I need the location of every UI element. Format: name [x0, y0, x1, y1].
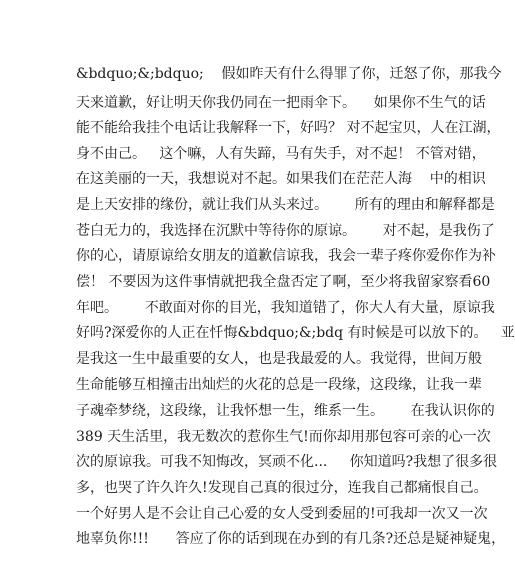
text-line: 多，也哭了许久许久!发现自己真的很过分，连我自己都痛恨自己。 — [76, 480, 488, 496]
text-line: 一个好男人是不会让自己心爱的女人受到委屈的!可我却一次又一次 — [76, 506, 488, 522]
text-line: 次的原谅我。可我不知悔改，冥顽不化... 你知道吗?我想了很多很 — [76, 454, 498, 470]
text-line: 389 天生活里，我无数次的惹你生气!而你却用那包容可亲的心一次 — [76, 429, 491, 445]
text-line: 地辜负你!!! 答应了你的话到现在办到的有几条?还总是疑神疑鬼， — [76, 531, 506, 547]
text-line: 是上天安排的缘份，就让我们从头来过。 所有的理由和解释都是 — [76, 197, 495, 213]
text-line: 你的心，请原谅给女朋友的道歉信谅我，我会一辈子疼你爱你作为补 — [76, 248, 496, 264]
text-line: 能不能给我挂个电话让我解释一下，好吗？ 对不起宝贝，人在江湖， — [76, 120, 501, 136]
text-line: 年吧。 不敢面对你的目光，我知道错了，你大人有大量，原谅我 — [76, 300, 495, 316]
text-line: 偿！ 不要因为这件事情就把我全盘否定了啊，至少将我留家察看60 — [76, 274, 491, 290]
text-line: 子魂牵梦绕，这段缘，让我怀想一生，维系一生。 在我认识你的 — [76, 403, 495, 419]
text-line: 是我这一生中最重要的女人，也是我最爱的人。我觉得，世间万般 — [76, 351, 482, 367]
text-line: 苍白无力的，我选择在沉默中等待你的原谅。 对不起，是我伤了 — [76, 223, 495, 239]
text-line: 生命能够互相撞击出灿烂的火花的总是一段缘，这段缘，让我一辈 — [76, 377, 482, 393]
text-line: 在这美丽的一天，我想说对不起。如果我们在茫茫人海 中的相识 — [76, 171, 486, 187]
text-line: 身不由己。 这个嘛，人有失蹄，马有失手，对不起！ 不管对错， — [76, 146, 486, 162]
text-line: &bdquo;&;bdquo; 假如昨天有什么得罪了你，迁怒了你，那我今 — [76, 66, 502, 82]
text-line: 天来道歉，好让明天你我仍同在一把雨伞下。 如果你不生气的话 — [76, 95, 486, 111]
text-line: 好吗?深爱你的人正在忏悔&bdquo;&;bdq 有时候是可以放下的。 亚 — [76, 325, 515, 341]
